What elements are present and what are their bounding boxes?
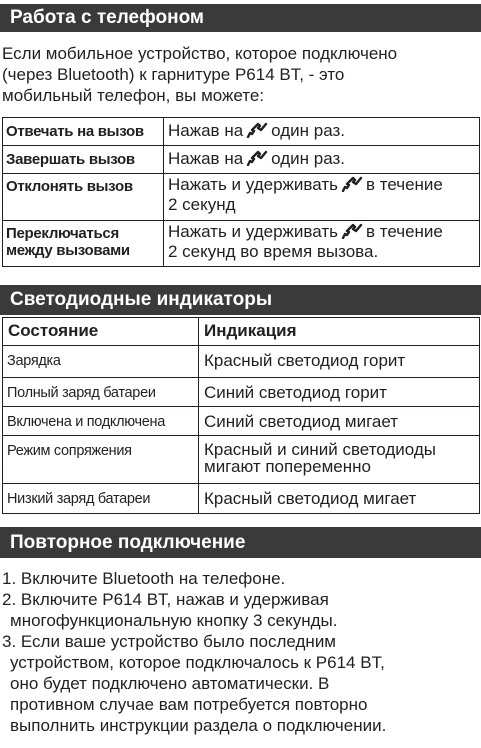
led-indicators-table — [2, 317, 480, 514]
call-actions-table — [2, 117, 480, 267]
step-2-cont: многофункциональную кнопку 3 секунды. — [10, 611, 338, 630]
table-row — [3, 146, 480, 174]
intro-line: Если мобильное устройство, которое подключено — [2, 44, 398, 63]
table-row — [3, 407, 480, 436]
section-title-text: Светодиодные индикаторы — [10, 289, 273, 310]
intro-line: мобильный телефон, вы можете: — [2, 86, 265, 105]
action-cell: Отклонять вызов — [3, 174, 164, 221]
table-row — [3, 118, 480, 146]
state-cell: Режим сопряжения — [3, 436, 199, 484]
table-row — [3, 378, 480, 407]
step-3: 3. Если ваше устройство было последним — [2, 632, 336, 651]
description-cell: Нажав на один раз. — [164, 118, 480, 146]
table-row — [3, 484, 480, 514]
state-cell: Низкий заряд батареи — [3, 484, 199, 514]
step-3-cont: устройством, которое подключалось к P614 BT, — [10, 653, 385, 672]
step-3-cont: оно будет подключено автоматически. В — [10, 674, 330, 693]
indication-cell: Красный светодиод горит — [199, 346, 480, 378]
state-cell: Полный заряд батареи — [3, 378, 199, 407]
action-cell: Переключаться между вызовами — [3, 221, 164, 267]
intro-line: (через Bluetooth) к гарнитуре P614 BT, - это — [2, 65, 345, 84]
indication-cell: Красный светодиод мигает — [199, 484, 480, 514]
indication-cell: Красный и синий светодиоды мигают попеременно — [199, 436, 480, 484]
indication-cell: Синий светодиод мигает — [199, 407, 480, 436]
action-cell: Отвечать на вызов — [3, 118, 164, 146]
step-1: 1. Включите Bluetooth на телефоне. — [2, 569, 286, 588]
step-3-cont: противном случае вам потребуется повторно — [10, 695, 368, 714]
reconnect-steps — [2, 568, 478, 736]
step-3-cont: выполнить инструкции раздела о подключении. — [10, 716, 387, 735]
description-cell: Нажать и удерживать в течение 2 секунд — [164, 174, 480, 221]
phone-handset-icon — [341, 223, 363, 239]
section-title-reconnect — [0, 527, 481, 558]
table-row — [3, 174, 480, 221]
section-title-phone — [0, 4, 481, 32]
header-state: Состояние — [3, 318, 199, 346]
section-title-text: Повторное подключение — [10, 531, 246, 553]
state-cell: Включена и подключена — [3, 407, 199, 436]
state-cell: Зарядка — [3, 346, 199, 378]
phone-handset-icon — [341, 176, 363, 192]
section-title-text: Работа с телефоном — [10, 7, 204, 28]
phone-handset-icon — [246, 122, 268, 138]
table-row — [3, 221, 480, 267]
intro-text — [2, 43, 478, 106]
action-cell: Завершать вызов — [3, 146, 164, 174]
header-indication: Индикация — [199, 318, 480, 346]
description-cell: Нажав на один раз. — [164, 146, 480, 174]
description-cell: Нажать и удерживать в течение 2 секунд во время вызова. — [164, 221, 480, 267]
indication-cell: Синий светодиод горит — [199, 378, 480, 407]
table-header-row — [3, 318, 480, 346]
step-2: 2. Включите P614 BT, нажав и удерживая — [2, 590, 329, 609]
table-row — [3, 346, 480, 378]
table-row — [3, 436, 480, 484]
section-title-leds — [0, 285, 481, 315]
phone-handset-icon — [246, 150, 268, 166]
